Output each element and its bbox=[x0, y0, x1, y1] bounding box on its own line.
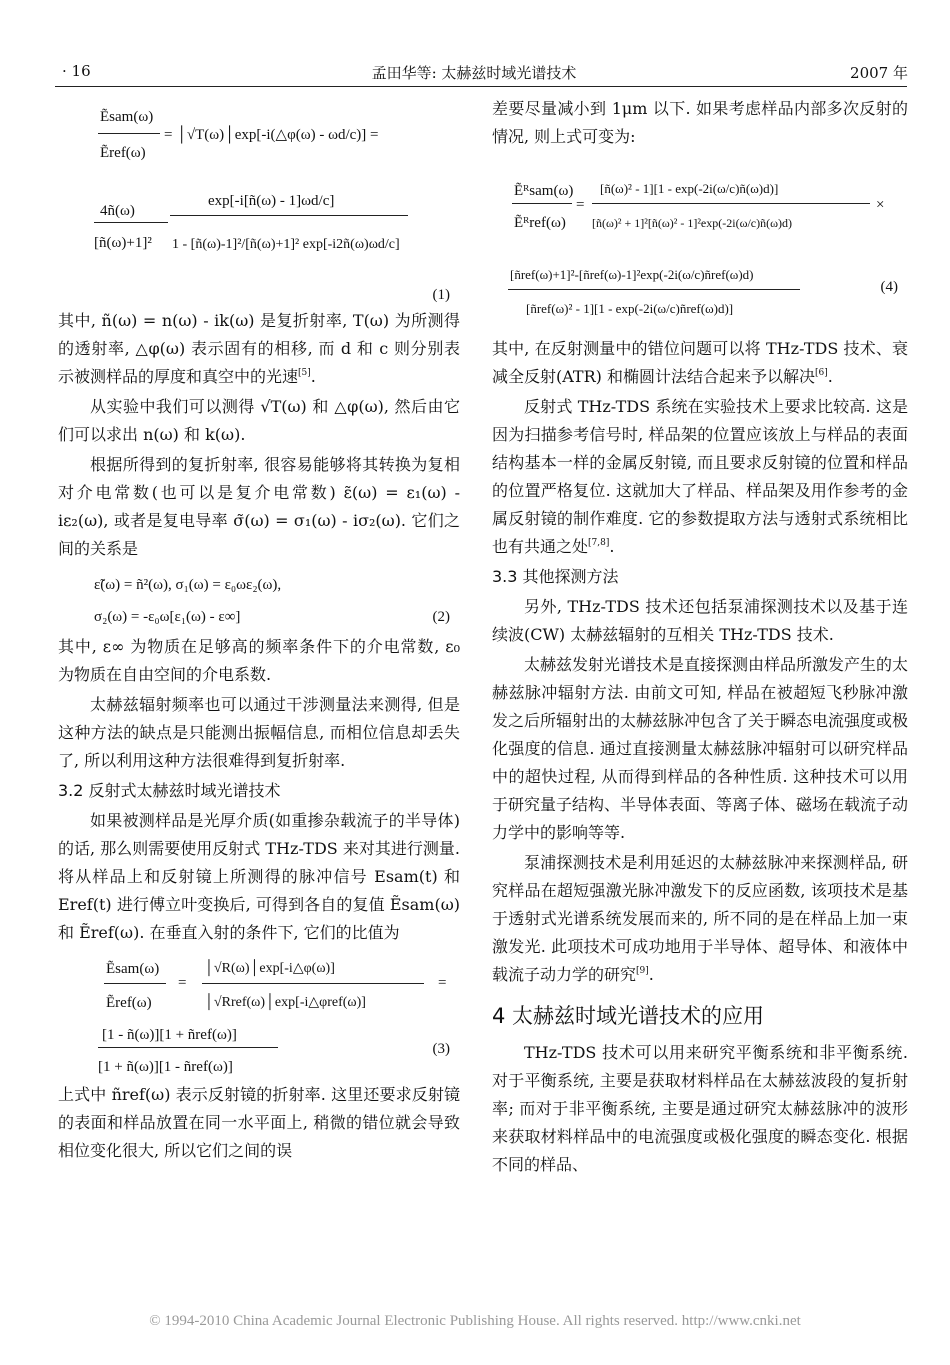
section-heading-3-2: 3.2 反射式太赫兹时域光谱技术 bbox=[58, 781, 281, 800]
eq4-b-denominator: [ñref(ω)² - 1][1 - exp(-2i(ω/c)ñref(ω)d)] bbox=[526, 301, 734, 316]
eq4-lhs-denominator: Ẽᴿref(ω) bbox=[514, 215, 566, 231]
eq4-lhs-bar bbox=[512, 203, 572, 204]
eq1-coef-numerator: 4ñ(ω) bbox=[100, 203, 135, 219]
section-heading-4: 4 太赫兹时域光谱技术的应用 bbox=[492, 1004, 765, 1028]
eq3-equals-2: = bbox=[438, 975, 447, 991]
citation: [7,8] bbox=[588, 538, 610, 548]
eq3-mid-bar bbox=[202, 983, 424, 984]
equation-4 bbox=[492, 155, 908, 335]
eq1-main-bar bbox=[170, 215, 408, 216]
paragraph: 差要尽量减小到 1μm 以下. 如果考虑样品内部多次反射的情况, 则上式可变为: bbox=[492, 99, 908, 146]
citation: [5] bbox=[298, 368, 311, 378]
eq3-mid-denominator: │√Rref(ω)│exp[-i△φref(ω)] bbox=[204, 995, 366, 1010]
eq1-fraction-bar bbox=[98, 133, 160, 134]
equation-2 bbox=[58, 567, 460, 633]
eq2-number: (2) bbox=[432, 609, 450, 625]
right-column bbox=[492, 95, 908, 1181]
citation: [9] bbox=[636, 966, 649, 976]
paragraph: 其中, 在反射测量中的错位问题可以将 THz-TDS 技术、衰减全反射(ATR) 和椭圆计法结合起来予以解决[6]. bbox=[492, 339, 908, 386]
eq3-lhs-bar bbox=[104, 983, 166, 984]
eq4-a-bar bbox=[592, 203, 870, 204]
equation-3 bbox=[58, 949, 460, 1081]
eq4-a-numerator: [ñ(ω)² - 1][1 - exp(-2i(ω/c)ñ(ω)d)] bbox=[600, 181, 779, 196]
header-rule bbox=[55, 86, 907, 87]
paragraph: 太赫兹辐射频率也可以通过干涉测量法来测得, 但是这种方法的缺点是只能测出振幅信息, 而相位信息却丢失了, 所以利用这种方法很难得到复折射率. bbox=[58, 695, 460, 770]
eq3-lhs-numerator: Ẽsam(ω) bbox=[106, 961, 160, 977]
eq4-times: × bbox=[876, 197, 885, 213]
paragraph: 根据所得到的复折射率, 很容易能够将其转换为复相对介电常数(也可以是复介电常数) ε̃(ω) = ε₁(ω) - iε₂(ω), 或者是复电导率 σ̃(ω) = σ₁(ω) - iσ₂(ω). 它们之间的关系是 bbox=[58, 455, 460, 558]
paragraph: 反射式 THz-TDS 系统在实验技术上要求比较高. 这是因为扫描参考信号时, 样品架的位置应该放上与样品的表面结构基本一样的金属反射镜, 而且要求反射镜的位置和样品的位置严格复位. 这就加大了样品、样品架及用作参考的金属反射镜的制作难度. 它的参数提取方法与透射式系统相比也有共通之处[7,8]. bbox=[492, 397, 908, 556]
eq1-coef-bar bbox=[94, 222, 168, 223]
eq3-frac2-numerator: [1 - ñ(ω)][1 + ñref(ω)] bbox=[102, 1027, 237, 1043]
eq1-coef-denominator: [ñ(ω)+1]² bbox=[94, 235, 152, 251]
page-number: · 16 bbox=[62, 62, 91, 80]
eq3-lhs-denominator: Ẽref(ω) bbox=[106, 995, 152, 1011]
paragraph: 其中, ε∞ 为物质在足够高的频率条件下的介电常数, ε₀ 为物质在自由空间的介电系数. bbox=[58, 637, 460, 684]
eq3-equals: = bbox=[178, 975, 187, 991]
paragraph: 上式中 ñref(ω) 表示反射镜的折射率. 这里还要求反射镜的表面和样品放置在同一水平面上, 稍微的错位就会导致相位变化很大, 所以它们之间的误 bbox=[58, 1085, 460, 1160]
paragraph: 泵浦探测技术是利用延迟的太赫兹脉冲来探测样品, 研究样品在超短强激光脉冲激发下的反应函数, 该项技术是基于透射式光谱系统发展而来的, 所不同的是在样品上加一束激发光. 此项技术可成功地用于半导体、超导体、和液体中载流子动力学的研究[9]. bbox=[492, 853, 908, 984]
eq4-a-denominator: [ñ(ω)² + 1]²[ñ(ω)² - 1]²exp(-2i(ω/c)ñ(ω)d) bbox=[592, 216, 793, 230]
eq2-line1: ε̃(ω) = ñ²(ω), σ₁(ω) = ε₀ωε₂(ω), bbox=[94, 577, 282, 593]
section-heading-3-3: 3.3 其他探测方法 bbox=[492, 567, 619, 586]
eq1-frac-numerator: exp[-i[ñ(ω) - 1]ωd/c] bbox=[208, 193, 335, 209]
paragraph: 从实验中我们可以测得 √T(ω) 和 △φ(ω), 然后由它们可以求出 n(ω) 和 k(ω). bbox=[58, 397, 460, 444]
eq3-mid-numerator: │√R(ω)│exp[-i△φ(ω)] bbox=[204, 961, 335, 976]
copyright-footer: © 1994-2010 China Academic Journal Electronic Publishing House. All rights reserved. http://www.cnki.net bbox=[149, 1313, 801, 1329]
paragraph: 太赫兹发射光谱技术是直接探测由样品所激发产生的太赫兹脉冲辐射方法. 由前文可知, 样品在被超短飞秒脉冲激发之后所辐射出的太赫兹脉冲包含了关于瞬态电流强度或极化强度的信息. 通过直接测量太赫兹脉冲辐射可以研究样品中的超快过程, 从而得到样品的各种性质. 这种技术可以用于研究量子结构、半导体表面、等离子体、磁场在载流子动力学中的影响等等. bbox=[492, 655, 909, 842]
left-column bbox=[58, 95, 460, 1167]
eq3-number: (3) bbox=[432, 1041, 450, 1057]
eq4-lhs-numerator: Ẽᴿsam(ω) bbox=[514, 183, 574, 199]
eq2-line2: σ₂(ω) = -ε₀ω[ε₁(ω) - ε∞] bbox=[94, 609, 241, 625]
citation: [6] bbox=[814, 368, 828, 378]
running-header bbox=[40, 58, 908, 82]
eq4-b-numerator: [ñref(ω)+1]²-[ñref(ω)-1]²exp(-2i(ω/c)ñref(ω)d) bbox=[510, 267, 754, 282]
paragraph: 其中, ñ(ω) = n(ω) - ik(ω) 是复折射率, T(ω) 为所测得的透射率, △φ(ω) 表示固有的相移, 而 d 和 c 则分别表示被测样品的厚度和真空中的光速[5]. bbox=[58, 311, 460, 386]
paragraph: 另外, THz-TDS 技术还包括泵浦探测技术以及基于连续波(CW) 太赫兹辐射的互相关 THz-TDS 技术. bbox=[492, 597, 908, 644]
header-year: 2007 年 bbox=[850, 64, 908, 82]
eq1-lhs-numerator: Ẽsam(ω) bbox=[100, 109, 154, 125]
eq4-b-bar bbox=[508, 289, 800, 290]
eq1-number: (1) bbox=[432, 287, 450, 303]
eq1-rhs-first: = │√T(ω)│exp[-i(△φ(ω) - ωd/c)] = bbox=[164, 127, 379, 143]
eq4-number: (4) bbox=[880, 279, 898, 295]
paragraph: THz-TDS 技术可以用来研究平衡系统和非平衡系统. 对于平衡系统, 主要是获取材料样品在太赫兹波段的复折射率; 而对于非平衡系统, 主要是通过研究太赫兹脉冲的波形来获取材料样品中的电流强度或极化强度的瞬态变化. 根据不同的样品、 bbox=[492, 1043, 908, 1174]
eq4-equals: = bbox=[576, 197, 585, 213]
eq1-lhs-denominator: Ẽref(ω) bbox=[100, 145, 146, 161]
paragraph: 如果被测样品是光厚介质(如重掺杂载流子的半导体)的话, 那么则需要使用反射式 THz-TDS 来对其进行测量. 将从样品上和反射镜上所测得的脉冲信号 Esam(t) 和 Eref(t) 进行傅立叶变换后, 可得到各自的复值 Ẽsam(ω) 和 Ẽref(ω). 在垂直入射的条件下, 它们的比值为 bbox=[58, 811, 460, 942]
running-title: 孟田华等: 太赫兹时域光谱技术 bbox=[371, 64, 577, 82]
eq3-frac2-denominator: [1 + ñ(ω)][1 - ñref(ω)] bbox=[98, 1059, 233, 1075]
equation-1 bbox=[58, 95, 460, 307]
eq1-frac-denominator: 1 - [ñ(ω)-1]²/[ñ(ω)+1]² exp[-i2ñ(ω)ωd/c] bbox=[172, 237, 400, 252]
eq3-frac2-bar bbox=[98, 1047, 278, 1048]
